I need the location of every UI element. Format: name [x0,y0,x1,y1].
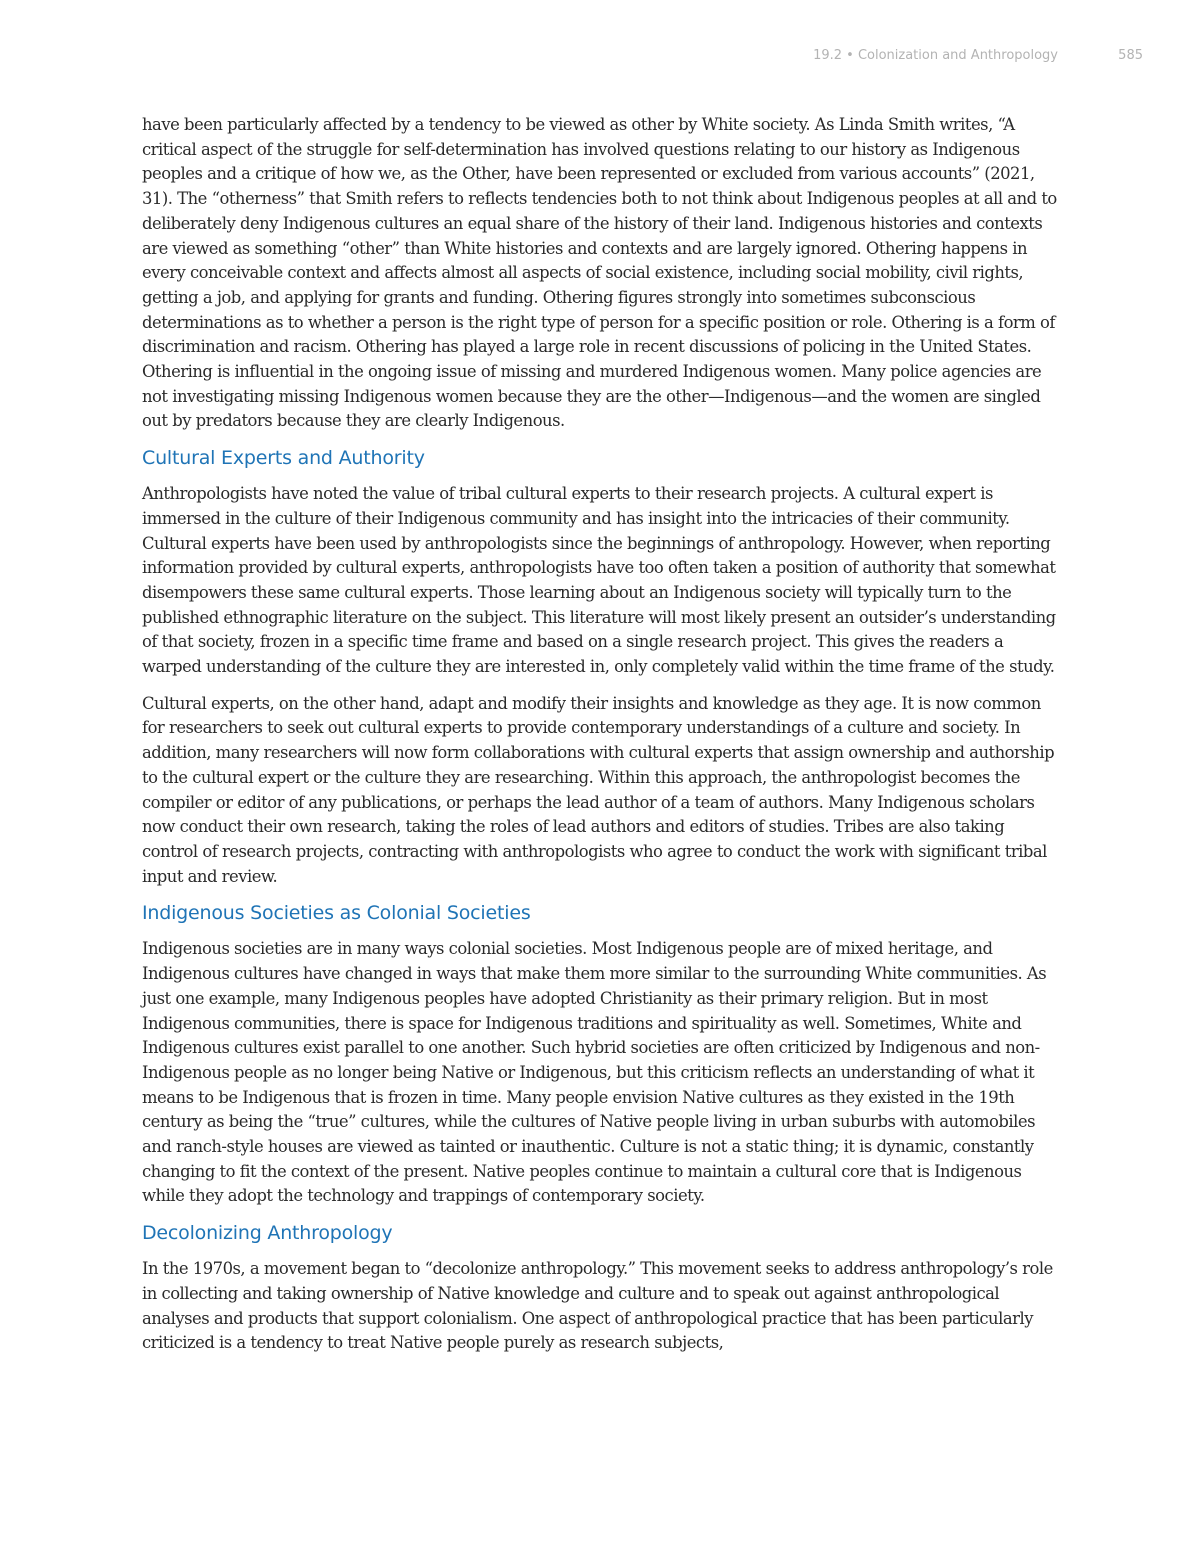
heading-colonial-societies: Indigenous Societies as Colonial Societies [142,902,531,925]
heading-cultural-experts: Cultural Experts and Authority [142,447,425,470]
paragraph-cultural-experts-2: Cultural experts, on the other hand, adapt and modify their insights and knowledge as they age. It is now common for researchers to seek out cultural experts to provide contemporary understandings of a culture and society. In addition, many researchers will now form collaborations with cultural experts that assign ownership and authorship to the cultural expert or the culture they are researching. Within this approach, the anthropologist becomes the compiler or editor of any publications, or perhaps the lead author of a team of authors. Many Indigenous scholars now conduct their own research, taking the roles of lead authors and editors of studies. Tribes are also taking control of research projects, contracting with anthropologists who agree to conduct the work with significant tribal input and review. [142,693,1055,886]
heading-decolonizing: Decolonizing Anthropology [142,1222,393,1245]
header-page-number: 585 [1118,48,1143,63]
header-section-title: 19.2 • Colonization and Anthropology [813,48,1058,63]
running-header [0,48,1200,68]
paragraph-intro: have been particularly affected by a tendency to be viewed as other by White society. As Linda Smith writes, “A critical aspect of the struggle for self-determination has involved questions relating to our history as Indigenous peoples and a critique of how we, as the Other, have been represented or excluded from various accounts” (2021, 31). The “otherness” that Smith refers to reflects tendencies both to not think about Indigenous peoples at all and to deliberately deny Indigenous cultures an equal share of the history of their land. Indigenous histories and contexts are viewed as something “other” than White histories and contexts and are largely ignored. Othering happens in every conceivable context and affects almost all aspects of social existence, including social mobility, civil rights, getting a job, and applying for grants and funding. Othering figures strongly into sometimes subconscious determinations as to whether a person is the right type of person for a specific position or role. Othering is a form of discrimination and racism. Othering has played a large role in recent discussions of policing in the United States. Othering is influential in the ongoing issue of missing and murdered Indigenous women. Many police agencies are not investigating missing Indigenous women because they are the other—Indigenous—and the women are singled out by predators because they are clearly Indigenous. [142,115,1057,431]
paragraph-decolonizing: In the 1970s, a movement began to “decolonize anthropology.” This movement seeks to address anthropology’s role in collecting and taking ownership of Native knowledge and culture and to speak out against anthropological analyses and products that support colonialism. One aspect of anthropological practice that has been particularly criticized is a tendency to treat Native people purely as research subjects, [142,1259,1053,1353]
paragraph-cultural-experts-1: Anthropologists have noted the value of tribal cultural experts to their research projects. A cultural expert is immersed in the culture of their Indigenous community and has insight into the intricacies of their community. Cultural experts have been used by anthropologists since the beginnings of anthropology. However, when reporting information provided by cultural experts, anthropologists have too often taken a position of authority that somewhat disempowers these same cultural experts. Those learning about an Indigenous society will typically turn to the published ethnographic literature on the subject. This literature will most likely present an outsider’s understanding of that society, frozen in a specific time frame and based on a single research project. This gives the readers a warped understanding of the culture they are interested in, only completely valid within the time frame of the study. [142,484,1056,677]
paragraph-colonial-societies: Indigenous societies are in many ways colonial societies. Most Indigenous people are of mixed heritage, and Indigenous cultures have changed in ways that make them more similar to the surrounding White communities. As just one example, many Indigenous peoples have adopted Christianity as their primary religion. But in most Indigenous communities, there is space for Indigenous traditions and spirituality as well. Sometimes, White and Indigenous cultures exist parallel to one another. Such hybrid societies are often criticized by Indigenous and non-Indigenous people as no longer being Native or Indigenous, but this criticism reflects an understanding of what it means to be Indigenous that is frozen in time. Many people envision Native cultures as they existed in the 19th century as being the “true” cultures, while the cultures of Native people living in urban suburbs with automobiles and ranch-style houses are viewed as tainted or inauthentic. Culture is not a static thing; it is dynamic, constantly changing to fit the context of the present. Native peoples continue to maintain a cultural core that is Indigenous while they adopt the technology and trappings of contemporary society. [142,939,1047,1206]
page-content [142,113,1062,1368]
